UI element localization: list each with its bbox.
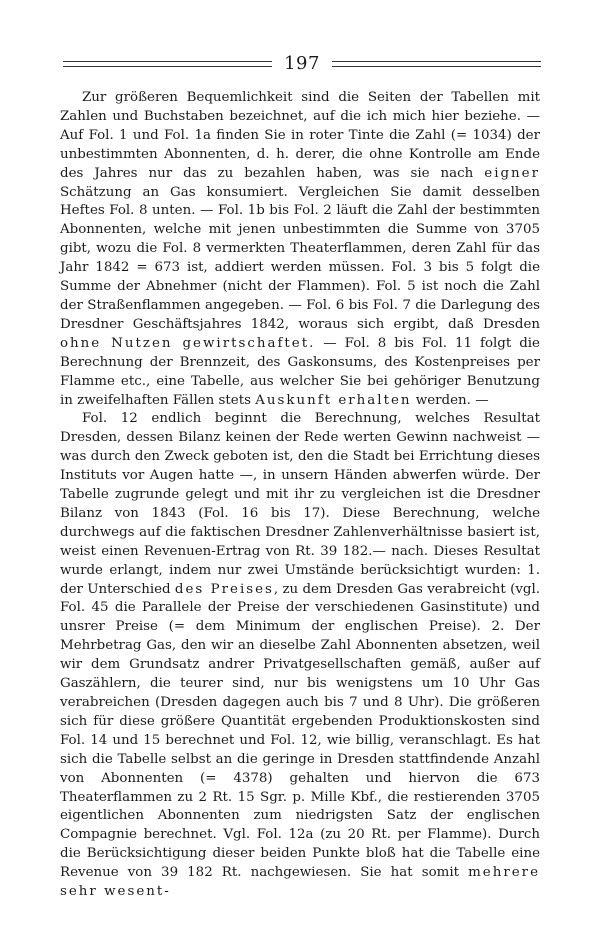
emphasized-text: Auskunft erhalten xyxy=(255,392,412,408)
page-number: 197 xyxy=(284,53,320,74)
page-header xyxy=(63,52,541,76)
text-run: Schätzung an Gas konsumiert. Vergleichen Sie damit desselben Heftes Fol. 8 unten. — Fol. 1b bis Fol. 2 läuft die Zahl der bestimmten Abonnenten, welche mit jenen unbestimmten die Summe von 3705 gibt, wozu die Fol. 8 vermerkten Theaterflammen, deren Zahl für das Jahr 1842 = 673 ist, addiert werden müssen. Fol. 3 bis 5 folgt die Summe der Abnehmer (nicht der Flammen). Fol. 5 ist noch die Zahl der Straßenflammen angegeben. — Fol. 6 bis Fol. 7 die Darlegung des Dresdner Geschäftsjahres 1842, woraus sich ergibt, daß Dresden xyxy=(60,184,540,332)
paragraph-1 xyxy=(60,89,540,410)
header-rule-right xyxy=(332,61,541,67)
emphasized-text: des Preises xyxy=(174,581,274,597)
emphasized-text: ohne Nutzen gewirtschaftet. xyxy=(60,335,316,351)
header-rule-left xyxy=(63,61,272,67)
text-run: , zu dem Dresden Gas verabreicht (vgl. Fol. 45 die Parallele der Preise der verschiedenen Gasinstitute) und unsrer Preise (= dem Minimum der englischen Preise). 2. Der Mehrbetrag Gas, den wir an dieselbe Zahl Abonnenten absetzen, weil wir dem Grundsatz andrer Privatgesellschaften gemäß, außer auf Gaszählern, die teurer sind, nur bis wenigstens um 10 Uhr Gas verabreichen (Dresden dagegen auch bis 7 und 8 Uhr). Die größeren sich für diese größere Quantität ergebenden Produktionskosten sind Fol. 14 und 15 berechnet und Fol. 12, wie billig, veranschlagt. Es hat sich die Tabelle selbst an die geringe in Dresden stattfindende Anzahl von Abonnenten (= 4378) gehalten und hiervon die 673 Theaterflammen zu 2 Rt. 15 Sgr. p. Mille Kbf., die restierenden 3705 eigentlichen Abonnenten zum niedrigsten Satz der englischen Compagnie berechnet. Vgl. Fol. 12a (zu 20 Rt. per Flamme). Durch die Berücksichtigung dieser beiden Punkte bloß hat die Tabelle eine Revenue von 39 182 Rt. nachgewiesen. Sie hat somit xyxy=(60,581,540,881)
body-text xyxy=(60,89,540,902)
text-run: Zur größeren Bequemlichkeit sind die Seiten der Tabellen mit Zahlen und Buchstaben bezeichnet, auf die ich mich hier beziehe. — Auf Fol. 1 und Fol. 1a finden Sie in roter Tinte die Zahl (= 1034) der unbestimmten Abonnenten, d. h. derer, die ohne Kontrolle am Ende des xyxy=(60,90,540,181)
text-run: Jahres nur das zu bezahlen haben, was sie nach xyxy=(94,165,474,181)
text-run: — Fol. 8 bis Fol. 11 folgt die Berechnung der Brennzeit, des Gaskonsums, des Kostenpreises per Flamme etc., eine Tabelle, aus welcher Sie bei gehöriger Benutzung in zweifelhaften Fällen stets xyxy=(60,335,540,408)
text-run: Fol. 12 endlich beginnt die Berechnung, welches Resultat Dresden, dessen Bilanz keinen der Rede werten Gewinn nachweist — was durch den Zweck geboten ist, den die Stadt bei Errichtung dieses Instituts vor Augen hatte —, in unsern Händen abwerfen würde. Der Tabelle zugrunde gelegt und mit ihr zu vergleichen ist die Dresdner Bilanz von 1843 (Fol. 16 bis 17). Diese Berechnung, welche durchwegs auf die faktischen Dresdner Zahlenverhältnisse basiert ist, weist einen Revenuen-Ertrag von Rt. 39 182.— nach. Dieses Resultat wurde erlangt, indem nur zwei Umstände berücksichtigt wurden: 1. der Unterschied xyxy=(60,411,540,597)
emphasized-text: eigner xyxy=(484,165,541,181)
emphasized-text: mehrere sehr wesent- xyxy=(60,865,540,900)
text-run xyxy=(473,166,484,181)
text-run: werden. — xyxy=(411,392,489,408)
paragraph-2 xyxy=(60,410,540,902)
